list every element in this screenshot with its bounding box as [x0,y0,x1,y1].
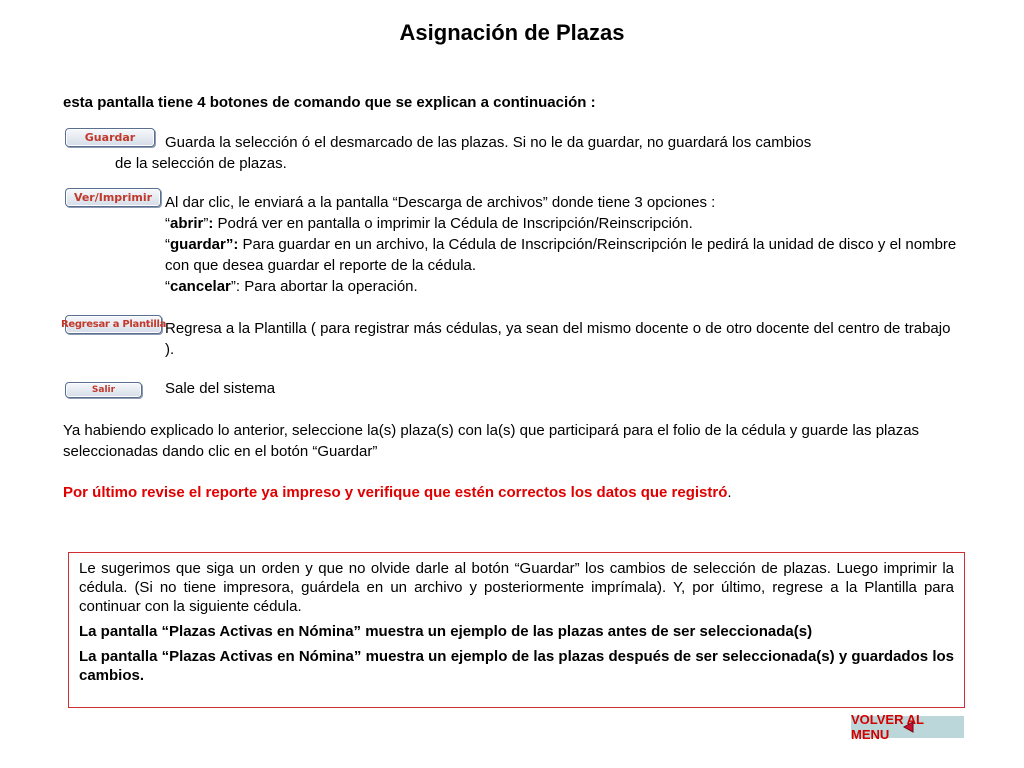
ver-imprimir-description [165,192,960,297]
salir-description [165,378,960,399]
option-abrir: “abrir”: Podrá ver en pantalla o imprimir la Cédula de Inscripción/Reinscripción. [165,215,693,232]
volver-menu-label: VOLVER AL MENU [851,712,924,742]
regresar-plantilla-button[interactable]: Regresar a Plantilla [65,315,162,334]
suggestion-text: Le sugerimos que siga un orden y que no olvide darle al botón “Guardar” los cambios de selección de plazas. Luego imprimir la cédula. (Si no tiene impresora, guárdela en un archivo y posteriormente imprímala). Y, por último, regrese a la Plantilla para continuar con la siguiente cédula. [79,560,954,615]
option-cancelar-key: cancelar [170,278,231,295]
option-guardar-text: Para guardar en un archivo, la Cédula de Inscripción/Reinscripción le pedirá la unidad de disco y el nombre con que desea guardar el reporte de la cédula. [165,236,957,274]
regresar-description-text: Regresa a la Plantilla ( para registrar más cédulas, ya sean del mismo docente o de otro docente del centro de trabajo ). [165,320,951,358]
page-title: Asignación de Plazas [399,20,625,45]
regresar-description [165,318,960,360]
option-abrir-key: abrir [170,215,204,232]
option-guardar-key: guardar [170,236,226,253]
final-note-period: . [727,484,732,501]
instruction-text: Ya habiendo explicado lo anterior, seleccione la(s) plaza(s) con la(s) que participará para el folio de la cédula y guarde las plazas seleccionadas dando clic en el botón “Guardar” [63,422,920,460]
example-after-note: La pantalla “Plazas Activas en Nómina” muestra un ejemplo de las plazas después de ser seleccionada(s) y guardados los cambios. [79,648,954,684]
ver-imprimir-intro: Al dar clic, le enviará a la pantalla “Descarga de archivos” donde tiene 3 opciones : [165,194,716,211]
guardar-description [165,132,960,153]
final-note-text: Por último revise el reporte ya impreso y verifique que estén correctos los datos que registró [63,484,728,501]
salir-button[interactable]: Salir [65,382,142,398]
suggestion-box [68,552,965,708]
ver-imprimir-button[interactable]: Ver/Imprimir [65,188,161,207]
salir-description-text: Sale del sistema [165,380,276,397]
option-guardar: “guardar”: Para guardar en un archivo, la Cédula de Inscripción/Reinscripción le pedirá la unidad de disco y el nombre con que desea guardar el reporte de la cédula. [165,236,957,274]
intro-text: esta pantalla tiene 4 botones de comando que se explican a continuación : [63,94,596,111]
example-before-note: La pantalla “Plazas Activas en Nómina” muestra un ejemplo de las plazas antes de ser seleccionada(s) [79,623,813,640]
volver-menu-button[interactable] [851,712,964,742]
guardar-description-line2: de la selección de plazas. [115,155,287,172]
guardar-button[interactable]: Guardar [65,128,155,147]
final-note [63,482,958,503]
guardar-description-line1: Guarda la selección ó el desmarcado de las plazas. Si no le da guardar, no guardará los cambios [165,134,812,151]
option-cancelar: “cancelar”: Para abortar la operación. [165,278,418,295]
option-cancelar-text: Para abortar la operación. [240,278,418,295]
option-abrir-text: Podrá ver en pantalla o imprimir la Cédula de Inscripción/Reinscripción. [213,215,693,232]
